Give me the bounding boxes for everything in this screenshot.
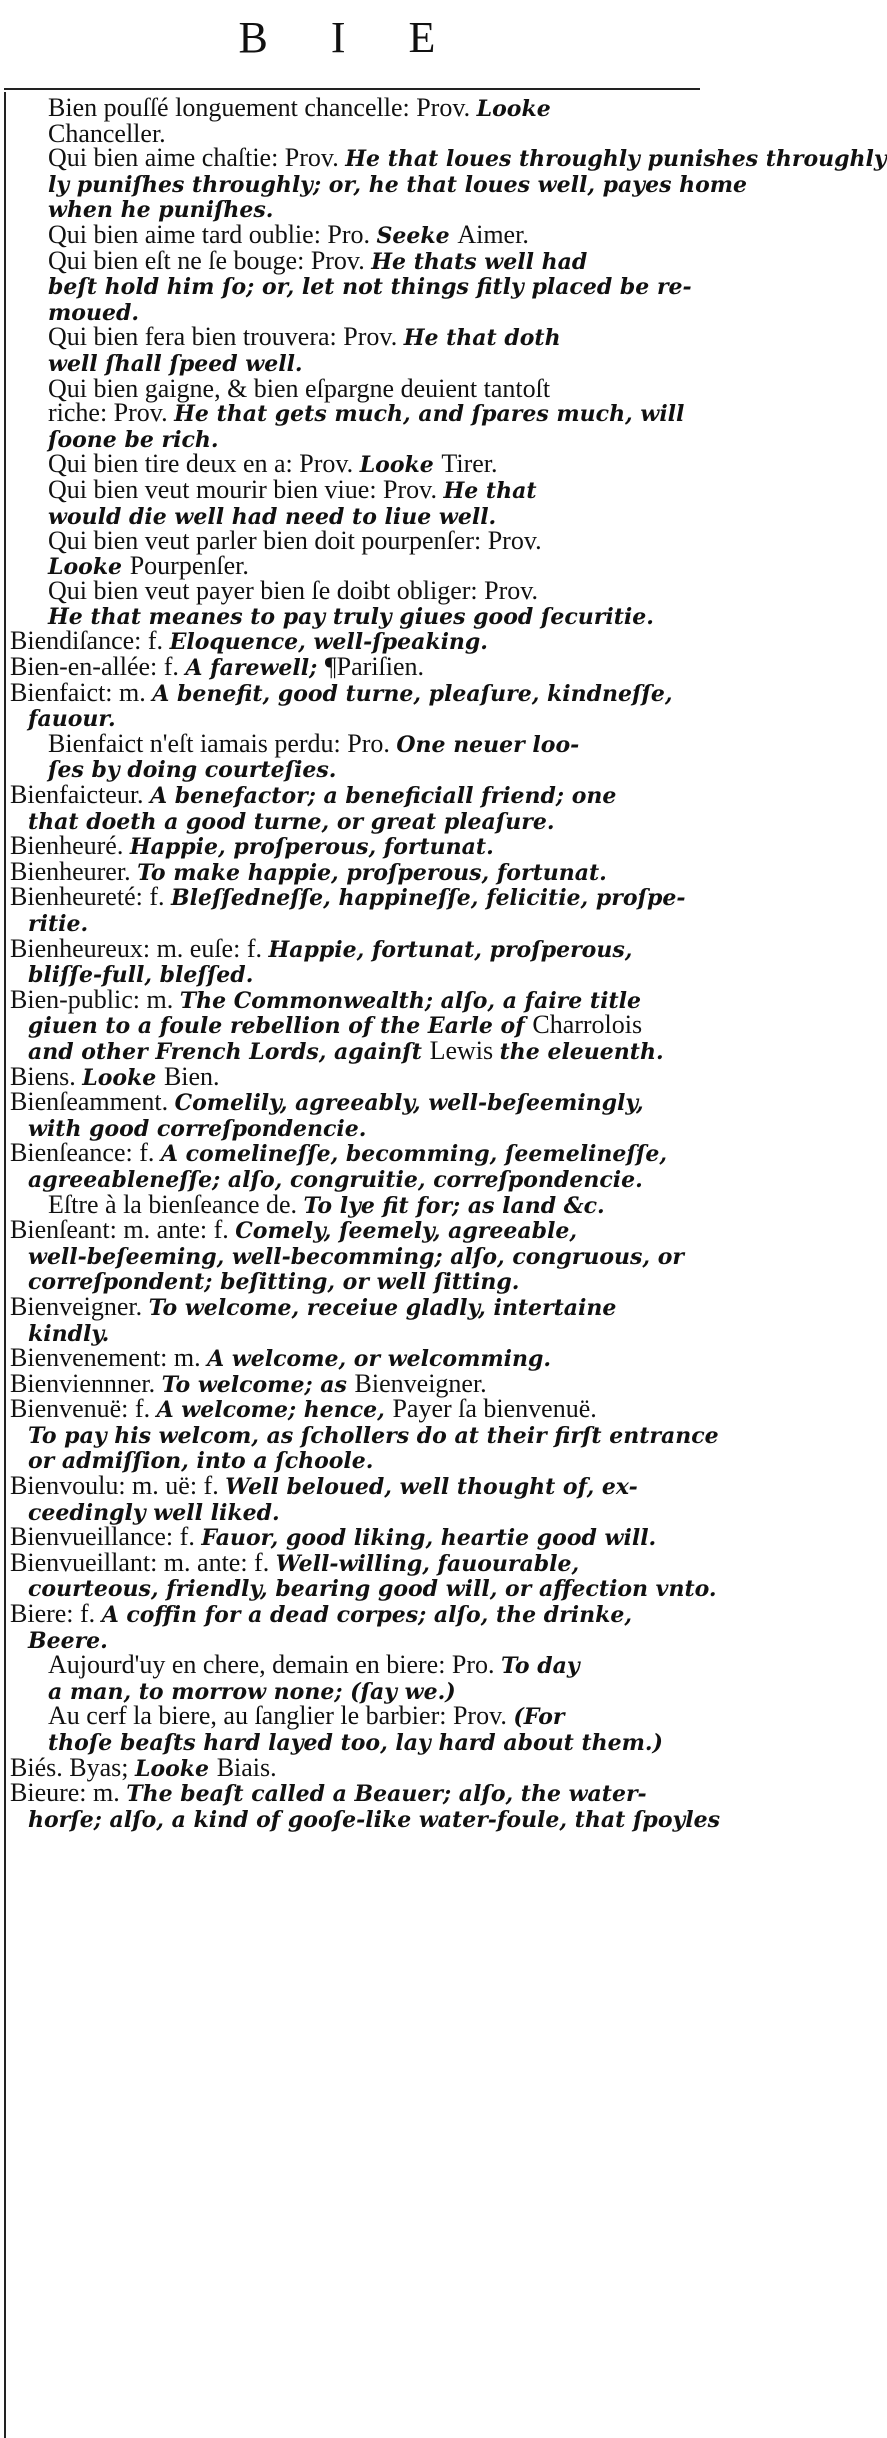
english-gloss: ſoone be rich. bbox=[48, 426, 219, 453]
english-gloss: when he puniſhes. bbox=[48, 197, 274, 224]
french-text: Qui bien aime chaſtie: Prov. bbox=[48, 143, 346, 173]
entry-line bbox=[10, 882, 700, 912]
french-text: Bienheuré. bbox=[10, 831, 130, 861]
headword-entry bbox=[10, 882, 700, 937]
english-gloss: ly puniſhes throughly; or, he that loues well, payes home bbox=[48, 171, 748, 198]
french-text: Biere: f. bbox=[10, 1599, 102, 1629]
french-text: Bienvueillance: f. bbox=[10, 1522, 202, 1552]
headword-entry bbox=[10, 933, 700, 989]
entry-continuation-line bbox=[48, 171, 748, 198]
french-text: Bienfaict: m. bbox=[10, 677, 153, 707]
english-gloss: A coffin for a dead corpes; alſo, the drinke, bbox=[101, 1602, 632, 1629]
english-gloss: ritie. bbox=[28, 911, 89, 937]
entry-line bbox=[48, 474, 700, 504]
french-text: Qui bien veut mourir bien viue: Prov. bbox=[48, 474, 444, 504]
french-text: Bienheureux: m. euſe: f. bbox=[10, 933, 269, 963]
english-gloss: Eloquence, well-ſpeaking. bbox=[169, 629, 488, 656]
english-gloss: The beaſt called a Beauer; alſo, the water- bbox=[126, 1781, 647, 1808]
entry-continuation-line bbox=[48, 274, 700, 300]
entry-line bbox=[48, 728, 700, 758]
entry-line bbox=[48, 245, 700, 275]
english-gloss: Comely, ſeemely, agreeable, bbox=[235, 1218, 578, 1245]
english-gloss: agreeableneſſe; alſo, congruitie, correſpondencie. bbox=[28, 1166, 643, 1193]
french-text: Bien-public: m. bbox=[10, 984, 180, 1014]
french-text: Aimer. bbox=[457, 219, 529, 249]
french-text: Qui bien gaigne, & bien eſpargne deuient tantoſt bbox=[48, 373, 551, 403]
headword-entry bbox=[10, 780, 700, 835]
english-gloss: He that gets much, and ſpares much, will bbox=[174, 401, 685, 428]
english-gloss: courteous, friendly, bearing good will, or affection vnto. bbox=[28, 1576, 717, 1603]
french-text: Bienviennner. bbox=[10, 1368, 162, 1398]
french-text: Bien. bbox=[163, 1061, 220, 1091]
entry-line bbox=[48, 143, 887, 173]
english-gloss: horſe; alſo, a kind of gooſe-like water-foule, that ſpoyles bbox=[28, 1806, 721, 1833]
proverb-entry bbox=[10, 143, 887, 224]
english-gloss: beſt hold him ſo; or, let not things fitly placed be re- bbox=[48, 274, 692, 301]
entry-line bbox=[48, 576, 700, 606]
french-text: Biais. bbox=[216, 1752, 277, 1782]
french-text: Eſtre à la bienſeance de. bbox=[48, 1189, 304, 1219]
english-gloss: would die well had need to liue well. bbox=[48, 503, 497, 530]
english-gloss: well-beſeeming, well-becomming; alſo, congruous, or bbox=[28, 1243, 684, 1270]
english-gloss: Well-willing, fauourable, bbox=[275, 1550, 580, 1577]
english-gloss: Happie, fortunat, proſperous, bbox=[268, 936, 633, 963]
french-text: Aujourd'uy en chere, demain en biere: Pro. bbox=[48, 1650, 502, 1680]
headword-entry bbox=[10, 1599, 700, 1654]
french-text: Bienveigner. bbox=[10, 1291, 149, 1321]
entry-continuation-line bbox=[10, 1422, 719, 1449]
french-text: Qui bien aime tard oublie: Pro. bbox=[48, 219, 377, 249]
english-gloss: Fauor, good liking, heartie good will. bbox=[201, 1525, 657, 1552]
english-gloss: well ſhall ſpeed well. bbox=[48, 350, 303, 377]
entry-line bbox=[10, 1599, 700, 1629]
english-gloss: the eleuenth. bbox=[499, 1038, 664, 1065]
french-text: Bienſeant: m. ante: f. bbox=[10, 1215, 236, 1245]
headword-entry bbox=[10, 677, 700, 733]
english-gloss: He that bbox=[443, 477, 537, 504]
french-text: Biens. bbox=[10, 1061, 83, 1091]
proverb-entry bbox=[10, 1650, 700, 1705]
french-text: Biendiſance: f. bbox=[10, 626, 170, 656]
entry-continuation-line bbox=[48, 398, 700, 428]
entry-list bbox=[10, 93, 887, 1833]
french-text: Chanceller. bbox=[48, 118, 166, 148]
french-text: Payer ſa bienvenuë. bbox=[392, 1394, 597, 1424]
headword-entry bbox=[10, 1291, 700, 1347]
french-text: Lewis bbox=[429, 1035, 500, 1065]
english-gloss: A farewell; bbox=[185, 655, 325, 682]
french-text: Charrolois bbox=[532, 1010, 643, 1040]
proverb-entry bbox=[10, 373, 700, 453]
english-gloss: thoſe beaſts hard layed too, lay hard about them.) bbox=[48, 1730, 663, 1756]
english-gloss: Beere. bbox=[28, 1627, 108, 1654]
english-gloss: and other French Lords, againſt bbox=[28, 1038, 430, 1065]
column-rule bbox=[4, 92, 6, 2438]
english-gloss: He that meanes to pay truly giues good ſecuritie. bbox=[48, 603, 654, 630]
english-gloss: A welcome, or welcomming. bbox=[207, 1346, 552, 1373]
french-text: Bienheureté: f. bbox=[10, 882, 171, 912]
proverb-entry bbox=[10, 474, 700, 530]
french-text: Bien pouſſé longuement chancelle: Prov. bbox=[48, 93, 477, 122]
english-gloss: The Commonwealth; alſo, a faire title bbox=[179, 987, 641, 1014]
headword-entry bbox=[10, 1087, 700, 1142]
english-gloss: Well beloued, well thought of, ex- bbox=[225, 1474, 638, 1501]
entry-line bbox=[10, 1471, 700, 1501]
proverb-entry bbox=[10, 245, 700, 326]
entry-line bbox=[10, 780, 700, 810]
headword-entry bbox=[10, 1547, 717, 1603]
entry-line bbox=[10, 677, 700, 707]
english-gloss: One neuer loo- bbox=[396, 731, 580, 758]
entry-line bbox=[48, 1650, 700, 1680]
english-gloss: with good correſpondencie. bbox=[28, 1115, 367, 1142]
english-gloss: To welcome; as bbox=[161, 1371, 355, 1398]
entry-line bbox=[10, 1087, 700, 1117]
proverb-entry bbox=[10, 576, 700, 630]
french-text: ¶Pariſien. bbox=[324, 652, 425, 682]
english-gloss: Looke bbox=[359, 452, 442, 479]
english-gloss: He that doth bbox=[403, 325, 561, 352]
french-text: Qui bien fera bien trouvera: Prov. bbox=[48, 322, 404, 352]
english-gloss: Looke bbox=[476, 96, 551, 122]
french-text: Bien-en-allée: f. bbox=[10, 652, 186, 682]
english-gloss: A benefit, good turne, pleaſure, kindneſſe, bbox=[152, 680, 673, 707]
proverb-entry bbox=[10, 1701, 700, 1756]
english-gloss: To lye fit for; as land &c. bbox=[303, 1192, 605, 1219]
entry-line bbox=[10, 1778, 700, 1808]
entry-line bbox=[10, 933, 700, 963]
headword-entry bbox=[10, 984, 700, 1065]
english-gloss: correſpondent; beſitting, or well ſitting. bbox=[28, 1269, 520, 1296]
english-gloss: A welcome; hence, bbox=[156, 1397, 393, 1424]
french-text: Bienſeamment. bbox=[10, 1087, 175, 1117]
headword-entry bbox=[10, 1778, 721, 1833]
french-text: Biés. bbox=[10, 1752, 70, 1782]
french-text: Pourpenſer. bbox=[129, 550, 249, 580]
french-text: Bienſeance: f. bbox=[10, 1138, 161, 1168]
english-gloss: Comelily, agreeably, well-beſeemingly, bbox=[174, 1090, 644, 1117]
english-gloss: A benefactor; a beneficiall friend; one bbox=[150, 783, 617, 810]
headword-entry bbox=[10, 1138, 700, 1193]
french-text: Bienheurer. bbox=[10, 856, 138, 886]
french-text: Bienfaict n'eſt iamais perdu: Pro. bbox=[48, 728, 397, 758]
entry-continuation-line bbox=[10, 1806, 721, 1833]
entry-line bbox=[48, 1701, 700, 1731]
proverb-entry bbox=[10, 728, 700, 784]
french-text: Bienveigner. bbox=[354, 1368, 487, 1398]
english-gloss: To pay his welcom, as ſchollers do at their firſt entrance bbox=[28, 1422, 719, 1449]
entry-continuation-line bbox=[10, 1244, 700, 1270]
french-text: Bienvenement: m. bbox=[10, 1343, 208, 1373]
entry-line bbox=[10, 1215, 700, 1245]
french-text: Bieure: m. bbox=[10, 1778, 127, 1808]
french-text: Au cerf la biere, au ſanglier le barbier: Prov. bbox=[48, 1701, 514, 1731]
headword-entry bbox=[10, 1394, 719, 1475]
english-gloss: (For bbox=[513, 1704, 565, 1731]
entry-line bbox=[10, 1291, 700, 1321]
english-gloss: Seeke bbox=[376, 222, 458, 249]
proverb-entry bbox=[10, 526, 700, 580]
english-gloss: moued. bbox=[48, 299, 139, 326]
entry-line bbox=[10, 1138, 700, 1168]
english-gloss: a man, to morrow none; (ſay we.) bbox=[48, 1678, 456, 1705]
english-gloss: fauour. bbox=[28, 706, 116, 733]
english-gloss: He thats well had bbox=[371, 248, 588, 275]
french-text: Qui bien tire deux en a: Prov. bbox=[48, 449, 360, 479]
english-gloss: A comelineſſe, becomming, ſeemelineſſe, bbox=[160, 1141, 667, 1168]
english-gloss: Bleſſedneſſe, happineſſe, felicitie, proſpe- bbox=[171, 885, 686, 912]
running-head: B I E bbox=[238, 13, 462, 62]
headword-entry bbox=[10, 1215, 700, 1296]
english-gloss: To welcome, receiue gladly, intertaine bbox=[148, 1294, 617, 1321]
english-gloss: or admiſſion, into a ſchoole. bbox=[28, 1448, 374, 1475]
header-rule bbox=[4, 88, 700, 90]
entry-continuation-line bbox=[10, 1035, 700, 1065]
english-gloss: giuen to a foule rebellion of the Earle of bbox=[28, 1013, 533, 1040]
english-gloss: Looke bbox=[48, 553, 130, 580]
english-gloss: To day bbox=[501, 1653, 580, 1680]
english-gloss: ſes by doing courteſies. bbox=[48, 757, 337, 784]
english-gloss: Looke bbox=[82, 1064, 164, 1091]
french-text: Byas; bbox=[69, 1752, 135, 1782]
proverb-entry bbox=[10, 322, 700, 377]
english-gloss: that doeth a good turne, or great pleaſure. bbox=[28, 808, 555, 835]
english-gloss: He that loues throughly punishes throughly bbox=[345, 146, 887, 173]
french-text: Qui bien veut payer bien ſe doibt obliger: Prov. bbox=[48, 576, 539, 606]
french-text: Bienvenuë: f. bbox=[10, 1394, 157, 1424]
english-gloss: To make happie, proſperous, fortunat. bbox=[137, 859, 607, 886]
entry-line bbox=[10, 1394, 700, 1424]
entry-continuation-line bbox=[10, 1010, 700, 1040]
headword-entry bbox=[10, 1471, 700, 1526]
english-gloss: Looke bbox=[134, 1755, 217, 1782]
entry-line bbox=[10, 1547, 700, 1577]
english-gloss: bliſſe-full, bleſſed. bbox=[28, 962, 254, 989]
french-text: Qui bien eſt ne ſe bouge: Prov. bbox=[48, 245, 372, 275]
french-text: Bienvueillant: m. ante: f. bbox=[10, 1547, 276, 1577]
entry-line bbox=[48, 322, 700, 352]
french-text: Qui bien veut parler bien doit pourpenſer: Prov. bbox=[48, 526, 542, 556]
french-text: Tirer. bbox=[441, 449, 498, 479]
english-gloss: kindly. bbox=[28, 1320, 110, 1347]
english-gloss: ceedingly well liked. bbox=[28, 1499, 280, 1526]
french-text: Bienfaicteur. bbox=[10, 780, 151, 810]
entry-continuation-line bbox=[48, 1730, 700, 1756]
proverb-entry bbox=[10, 93, 700, 148]
french-text: riche: Prov. bbox=[48, 398, 175, 428]
french-text: Bienvoulu: m. uë: f. bbox=[10, 1471, 226, 1501]
entry-continuation-line bbox=[10, 1576, 717, 1603]
english-gloss: Happie, proſperous, fortunat. bbox=[129, 834, 494, 861]
